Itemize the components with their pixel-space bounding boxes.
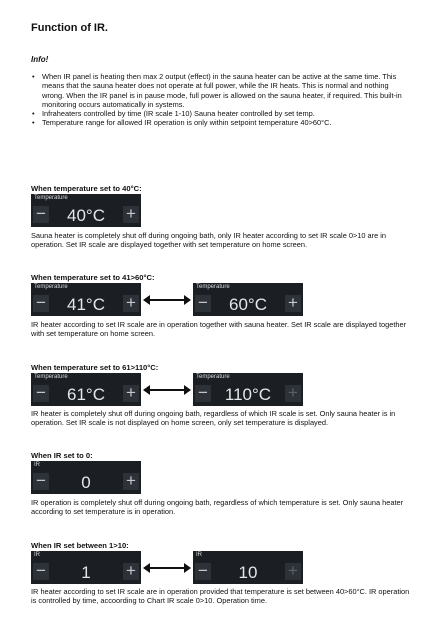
section-title: When IR set to 0: bbox=[31, 451, 93, 460]
decrease-button[interactable]: − bbox=[195, 563, 211, 580]
decrease-button[interactable]: − bbox=[33, 295, 49, 312]
increase-button[interactable]: + bbox=[285, 563, 301, 580]
increase-button[interactable]: + bbox=[123, 563, 139, 580]
section-description: IR heater according to set IR scale are in operation provided that temperature is set between 40>60°C. IR operation is controlled by time, accoording to Chart IR scale 0>10. Operation time. bbox=[31, 587, 410, 606]
section-title: When temperature set to 40°C: bbox=[31, 184, 142, 193]
panel-label: IR bbox=[34, 552, 40, 558]
ir-panel bbox=[193, 551, 303, 584]
info-label: Info! bbox=[31, 55, 49, 64]
decrease-button[interactable]: − bbox=[33, 206, 49, 223]
section-title: When IR set between 1>10: bbox=[31, 541, 129, 550]
panel-label: Temperature bbox=[34, 374, 68, 380]
section-title: When temperature set to 61>110°C: bbox=[31, 363, 159, 372]
info-bullet: • Temperature range for allowed IR operation is only within setpoint temperature 40>60°C. bbox=[31, 118, 411, 127]
temperature-panel bbox=[31, 283, 141, 316]
decrease-button[interactable]: − bbox=[195, 295, 211, 312]
increase-button[interactable]: + bbox=[285, 295, 301, 312]
increase-button[interactable]: + bbox=[123, 295, 139, 312]
ir-panel bbox=[31, 461, 141, 494]
section-title: When temperature set to 41>60°C: bbox=[31, 273, 155, 282]
decrease-button[interactable]: − bbox=[33, 385, 49, 402]
panel-value: 10 bbox=[238, 563, 258, 582]
info-bullet: • Infraheaters controlled by time (IR scale 1-10) Sauna heater controlled by set temp. bbox=[31, 109, 411, 118]
panel-label: IR bbox=[34, 462, 40, 468]
section-description: Sauna heater is completely shut off during ongoing bath, only IR heater according to set IR scale 0>10 are in operation. Set IR scale are displayed together with set temperature on home screen. bbox=[31, 231, 387, 250]
increase-button[interactable]: + bbox=[285, 385, 301, 402]
panel-value: 0 bbox=[81, 473, 91, 492]
section-description: IR heater is completely shut off during ongoing bath, regardless of which IR scale is set. Only sauna heater is in operation. Set IR scale is not displayed on home screen, only set temperature is displayed. bbox=[31, 409, 396, 428]
panel-value: 60°C bbox=[229, 295, 267, 314]
temperature-panel bbox=[31, 373, 141, 406]
section-description: IR heater according to set IR scale are in operation together with sauna heater. Set IR scale are displayed together with set temperature on home screen. bbox=[31, 320, 407, 339]
temperature-panel bbox=[193, 283, 303, 316]
temperature-panel bbox=[31, 194, 141, 227]
panel-value: 41°C bbox=[67, 295, 105, 314]
info-bullet-list bbox=[31, 72, 411, 128]
panel-label: Temperature bbox=[34, 195, 68, 201]
double-arrow-icon bbox=[143, 385, 191, 395]
info-bullet: • When IR panel is heating then max 2 output (effect) in the sauna heater can be active at the same time. This means that the sauna heater does not operate at full power, while the IR heats. This is normal and nothing wrong. When the IR panel is in pause mode, full power is allowed on the sauna heater, if required. This built-in monitoring occurs automatically in systems. bbox=[31, 72, 411, 109]
panel-label: Temperature bbox=[196, 284, 230, 290]
increase-button[interactable]: + bbox=[123, 385, 139, 402]
increase-button[interactable]: + bbox=[123, 206, 139, 223]
decrease-button[interactable]: − bbox=[195, 385, 211, 402]
double-arrow-icon bbox=[143, 563, 191, 573]
panel-label: IR bbox=[196, 552, 202, 558]
panel-value: 61°C bbox=[67, 385, 105, 404]
increase-button[interactable]: + bbox=[123, 473, 139, 490]
panel-value: 110°C bbox=[224, 385, 272, 404]
ir-panel bbox=[31, 551, 141, 584]
panel-value: 1 bbox=[81, 563, 91, 582]
decrease-button[interactable]: − bbox=[33, 563, 49, 580]
panel-label: Temperature bbox=[196, 374, 230, 380]
panel-value: 40°C bbox=[67, 206, 105, 225]
section-description: IR operation is completely shut off during ongoing bath, regardless of which temperature is set. Only sauna heater according to set temperature is in operation. bbox=[31, 498, 404, 517]
page-title: Function of IR. bbox=[31, 22, 108, 34]
double-arrow-icon bbox=[143, 295, 191, 305]
decrease-button[interactable]: − bbox=[33, 473, 49, 490]
temperature-panel bbox=[193, 373, 303, 406]
panel-label: Temperature bbox=[34, 284, 68, 290]
